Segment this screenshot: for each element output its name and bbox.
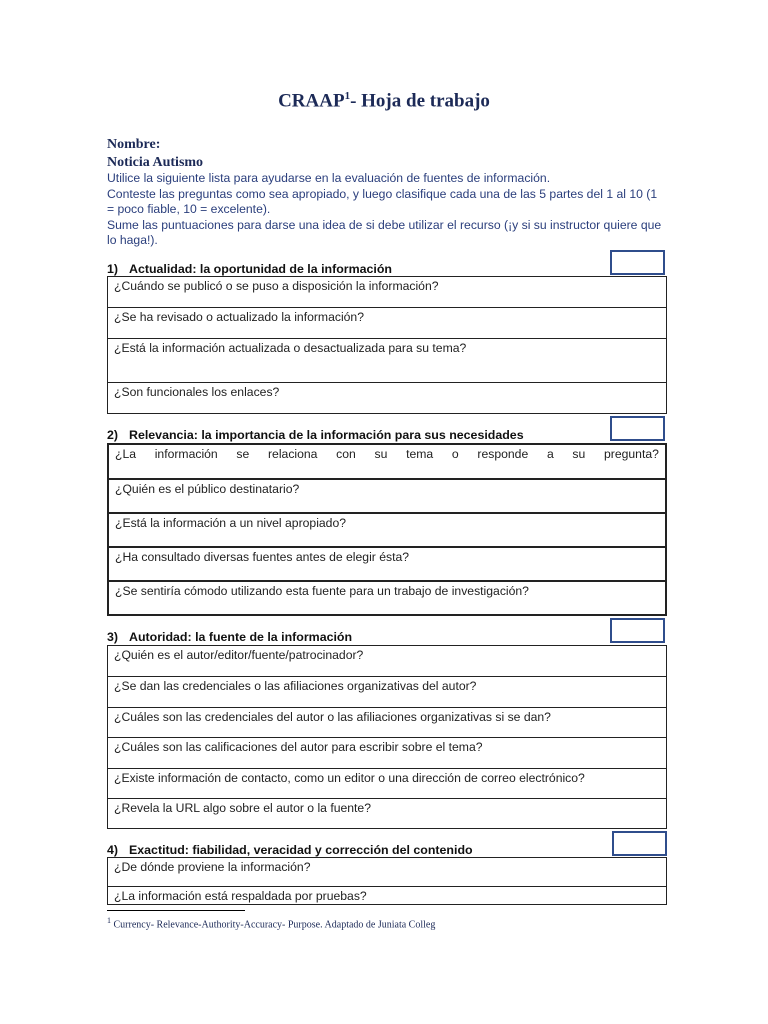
justified-question: ¿La información se relaciona con su tema o responde a su pregunta? xyxy=(115,447,659,461)
question-cell[interactable]: ¿Existe información de contacto, como un editor o una dirección de correo electrónico? xyxy=(108,769,667,799)
section-1-heading: 1) Actualidad: la oportunidad de la información xyxy=(107,262,392,276)
section-2-table xyxy=(107,443,667,616)
section-1-table xyxy=(107,276,667,414)
name-label: Nombre: xyxy=(107,137,161,152)
question-cell[interactable]: ¿Se ha revisado o actualizado la información? xyxy=(108,308,667,339)
question-cell[interactable] xyxy=(108,444,666,479)
question-cell[interactable]: ¿Quién es el público destinatario? xyxy=(108,479,666,513)
question-cell[interactable]: ¿Cuándo se publicó o se puso a disposición la información? xyxy=(108,277,667,308)
instructions xyxy=(107,171,663,249)
question-cell[interactable]: ¿Cuáles son las credenciales del autor o las afiliaciones organizativas si se dan? xyxy=(108,708,667,738)
section-3-table xyxy=(107,645,667,829)
footnote: $^1$ Currency- Relevance-Authority-Accuracy- Purpose. Adaptado de Juniata Colleg xyxy=(107,916,436,931)
instruction-line: Conteste las preguntas como sea apropiado, y luego clasifique cada una de las 5 partes del 1 al 10 (1 = poco fiable, 10 = excelente). xyxy=(107,186,658,217)
question-cell[interactable]: ¿Se dan las credenciales o las afiliaciones organizativas del autor? xyxy=(108,677,667,708)
section-4-score-box[interactable] xyxy=(612,831,667,856)
section-1-score-box[interactable] xyxy=(610,250,665,275)
question-cell[interactable]: ¿Se sentiría cómodo utilizando esta fuente para un trabajo de investigación? xyxy=(108,581,666,615)
question-cell[interactable]: ¿Quién es el autor/editor/fuente/patrocinador? xyxy=(108,646,667,677)
section-3-score-box[interactable] xyxy=(610,618,665,643)
section-3-heading: 3) Autoridad: la fuente de la información xyxy=(107,630,353,644)
section-4-table xyxy=(107,857,667,905)
question-cell[interactable]: ¿Revela la URL algo sobre el autor o la fuente? xyxy=(108,799,667,829)
page-title: CRAAP$^1$- Hoja de trabajo xyxy=(278,90,490,112)
question-cell[interactable]: ¿De dónde proviene la información? xyxy=(108,858,667,887)
instruction-line: Utilice la siguiente lista para ayudarse en la evaluación de fuentes de información. xyxy=(107,171,551,185)
question-cell[interactable]: ¿La información está respaldada por pruebas? xyxy=(108,887,667,905)
section-2-heading: 2) Relevancia: la importancia de la información para sus necesidades xyxy=(107,428,524,442)
topic-label: Noticia Autismo xyxy=(107,155,204,170)
section-4-heading: 4) Exactitud: fiabilidad, veracidad y corrección del contenido xyxy=(107,843,473,857)
footnote-separator xyxy=(107,910,245,911)
question-cell[interactable]: ¿Está la información a un nivel apropiado? xyxy=(108,513,666,547)
question-cell[interactable]: ¿Son funcionales los enlaces? xyxy=(108,383,667,414)
question-cell[interactable]: ¿Está la información actualizada o desactualizada para su tema? xyxy=(108,339,667,383)
question-cell[interactable]: ¿Cuáles son las calificaciones del autor para escribir sobre el tema? xyxy=(108,738,667,769)
section-2-score-box[interactable] xyxy=(610,416,665,441)
question-cell[interactable]: ¿Ha consultado diversas fuentes antes de elegir ésta? xyxy=(108,547,666,581)
instruction-line: Sume las puntuaciones para darse una idea de si debe utilizar el recurso (¡y si su instructor quiere que lo haga!). xyxy=(107,217,662,248)
footnote-ref: 1 xyxy=(344,90,351,102)
